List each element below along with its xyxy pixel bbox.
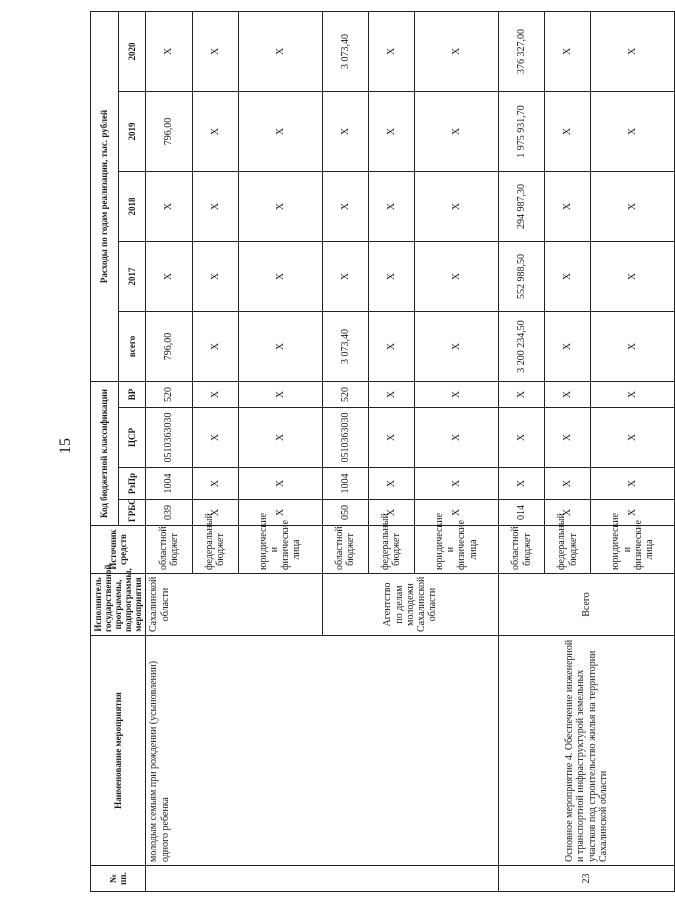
header-source: Источник средств <box>91 526 146 574</box>
y2019-cell: Х <box>238 91 322 171</box>
csr-cell: Х <box>192 408 238 468</box>
y2017-cell: Х <box>545 241 591 311</box>
csr-cell: Х <box>498 408 544 468</box>
y2018-cell: Х <box>368 171 414 241</box>
csr-cell: 0510363030 <box>146 408 192 468</box>
expenses-table <box>90 11 675 892</box>
y2018-cell: Х <box>192 171 238 241</box>
source-cell: федеральный бюджет <box>192 526 238 574</box>
y2017-cell: Х <box>322 241 368 311</box>
y2017-cell: Х <box>368 241 414 311</box>
source-cell: юридические и физические лица <box>238 526 322 574</box>
vr-cell: Х <box>545 381 591 407</box>
page-number: 15 <box>57 438 74 454</box>
y2017-cell: Х <box>591 241 675 311</box>
executor-cell: Агентство по делам молодежи Сахалинской области <box>322 574 498 636</box>
total-cell: Х <box>192 311 238 381</box>
vr-cell: 520 <box>322 381 368 407</box>
header-rzpr: РзПр <box>118 468 146 500</box>
grbs-cell: Х <box>591 500 675 526</box>
header-executor: Исполнитель государственной программы, подпрограммы, мероприятия <box>91 574 146 636</box>
y2020-cell: Х <box>368 11 414 91</box>
y2017-cell: 552 988,50 <box>498 241 544 311</box>
y2018-cell: Х <box>238 171 322 241</box>
vr-cell: Х <box>498 381 544 407</box>
source-cell: юридические и физические лица <box>415 526 499 574</box>
csr-cell: Х <box>238 408 322 468</box>
grbs-cell: Х <box>368 500 414 526</box>
header-2017: 2017 <box>118 241 146 311</box>
y2018-cell: Х <box>146 171 192 241</box>
y2017-cell: Х <box>415 241 499 311</box>
total-cell: Х <box>591 311 675 381</box>
grbs-cell: Х <box>545 500 591 526</box>
event-name: молодым семьям при рождении (усыновлении) одного ребенка <box>146 636 499 866</box>
grbs-cell: 039 <box>146 500 192 526</box>
y2019-cell: Х <box>545 91 591 171</box>
rzpr-cell: Х <box>498 468 544 500</box>
source-cell: федеральный бюджет <box>368 526 414 574</box>
header-total: всего <box>118 311 146 381</box>
rotated-table-canvas <box>90 12 655 892</box>
y2020-cell: Х <box>545 11 591 91</box>
csr-cell: 0510363030 <box>322 408 368 468</box>
grbs-cell: 050 <box>322 500 368 526</box>
y2017-cell: Х <box>146 241 192 311</box>
y2020-cell: Х <box>146 11 192 91</box>
header-num: № пп. <box>91 866 146 892</box>
executor-cell: Всего <box>498 574 674 636</box>
grbs-cell: Х <box>415 500 499 526</box>
csr-cell: Х <box>591 408 675 468</box>
vr-cell: Х <box>238 381 322 407</box>
num-cell: 23 <box>498 866 674 892</box>
total-cell: Х <box>238 311 322 381</box>
rzpr-cell: Х <box>192 468 238 500</box>
header-vr: ВР <box>118 381 146 407</box>
total-cell: 796,00 <box>146 311 192 381</box>
rzpr-cell: Х <box>238 468 322 500</box>
total-cell: Х <box>415 311 499 381</box>
y2019-cell: 1 975 931,70 <box>498 91 544 171</box>
rzpr-cell: 1004 <box>322 468 368 500</box>
y2019-cell: Х <box>591 91 675 171</box>
y2018-cell: Х <box>545 171 591 241</box>
source-cell: областной бюджет <box>146 526 192 574</box>
y2017-cell: Х <box>192 241 238 311</box>
y2017-cell: Х <box>238 241 322 311</box>
y2020-cell: Х <box>192 11 238 91</box>
source-cell: юридические и физические лица <box>591 526 675 574</box>
total-cell: Х <box>545 311 591 381</box>
source-cell: областной бюджет <box>322 526 368 574</box>
y2019-cell: Х <box>322 91 368 171</box>
table-row <box>146 11 192 891</box>
y2020-cell: 3 073,40 <box>322 11 368 91</box>
csr-cell: Х <box>545 408 591 468</box>
csr-cell: Х <box>415 408 499 468</box>
header-csr: ЦСР <box>118 408 146 468</box>
vr-cell: Х <box>192 381 238 407</box>
y2020-cell: Х <box>415 11 499 91</box>
header-row-1 <box>91 11 119 891</box>
y2019-cell: Х <box>192 91 238 171</box>
source-cell: федеральный бюджет <box>545 526 591 574</box>
rzpr-cell: Х <box>368 468 414 500</box>
vr-cell: Х <box>591 381 675 407</box>
y2019-cell: Х <box>415 91 499 171</box>
vr-cell: 520 <box>146 381 192 407</box>
header-name: Наименование мероприятия <box>91 636 146 866</box>
header-2018: 2018 <box>118 171 146 241</box>
header-grbs: ГРБС <box>118 500 146 526</box>
header-bcc-group: Код бюджетной классификации <box>91 381 119 525</box>
executor-cell: Сахалинской области <box>146 574 322 636</box>
total-cell: 3 073,40 <box>322 311 368 381</box>
grbs-cell: 014 <box>498 500 544 526</box>
header-expenses-group: Расходы по годам реализации, тыс. рублей <box>91 11 119 381</box>
y2019-cell: Х <box>368 91 414 171</box>
header-2020: 2020 <box>118 11 146 91</box>
num-cell <box>146 866 499 892</box>
rzpr-cell: 1004 <box>146 468 192 500</box>
y2018-cell: 294 987,30 <box>498 171 544 241</box>
y2018-cell: Х <box>591 171 675 241</box>
y2019-cell: 796,00 <box>146 91 192 171</box>
header-2019: 2019 <box>118 91 146 171</box>
y2020-cell: 376 327,00 <box>498 11 544 91</box>
y2018-cell: Х <box>322 171 368 241</box>
rzpr-cell: Х <box>415 468 499 500</box>
rzpr-cell: Х <box>545 468 591 500</box>
grbs-cell: Х <box>192 500 238 526</box>
rzpr-cell: Х <box>591 468 675 500</box>
total-cell: Х <box>368 311 414 381</box>
total-cell: 3 200 234,50 <box>498 311 544 381</box>
source-cell: областной бюджет <box>498 526 544 574</box>
y2020-cell: Х <box>591 11 675 91</box>
y2020-cell: Х <box>238 11 322 91</box>
grbs-cell: Х <box>238 500 322 526</box>
vr-cell: Х <box>368 381 414 407</box>
vr-cell: Х <box>415 381 499 407</box>
csr-cell: Х <box>368 408 414 468</box>
event-name: Основное мероприятие 4. Обеспечение инженерной и транспортной инфраструктурой земельных участков под строительство жилья на территории Сахалинской области <box>498 636 674 866</box>
table-row <box>498 11 544 891</box>
y2018-cell: Х <box>415 171 499 241</box>
